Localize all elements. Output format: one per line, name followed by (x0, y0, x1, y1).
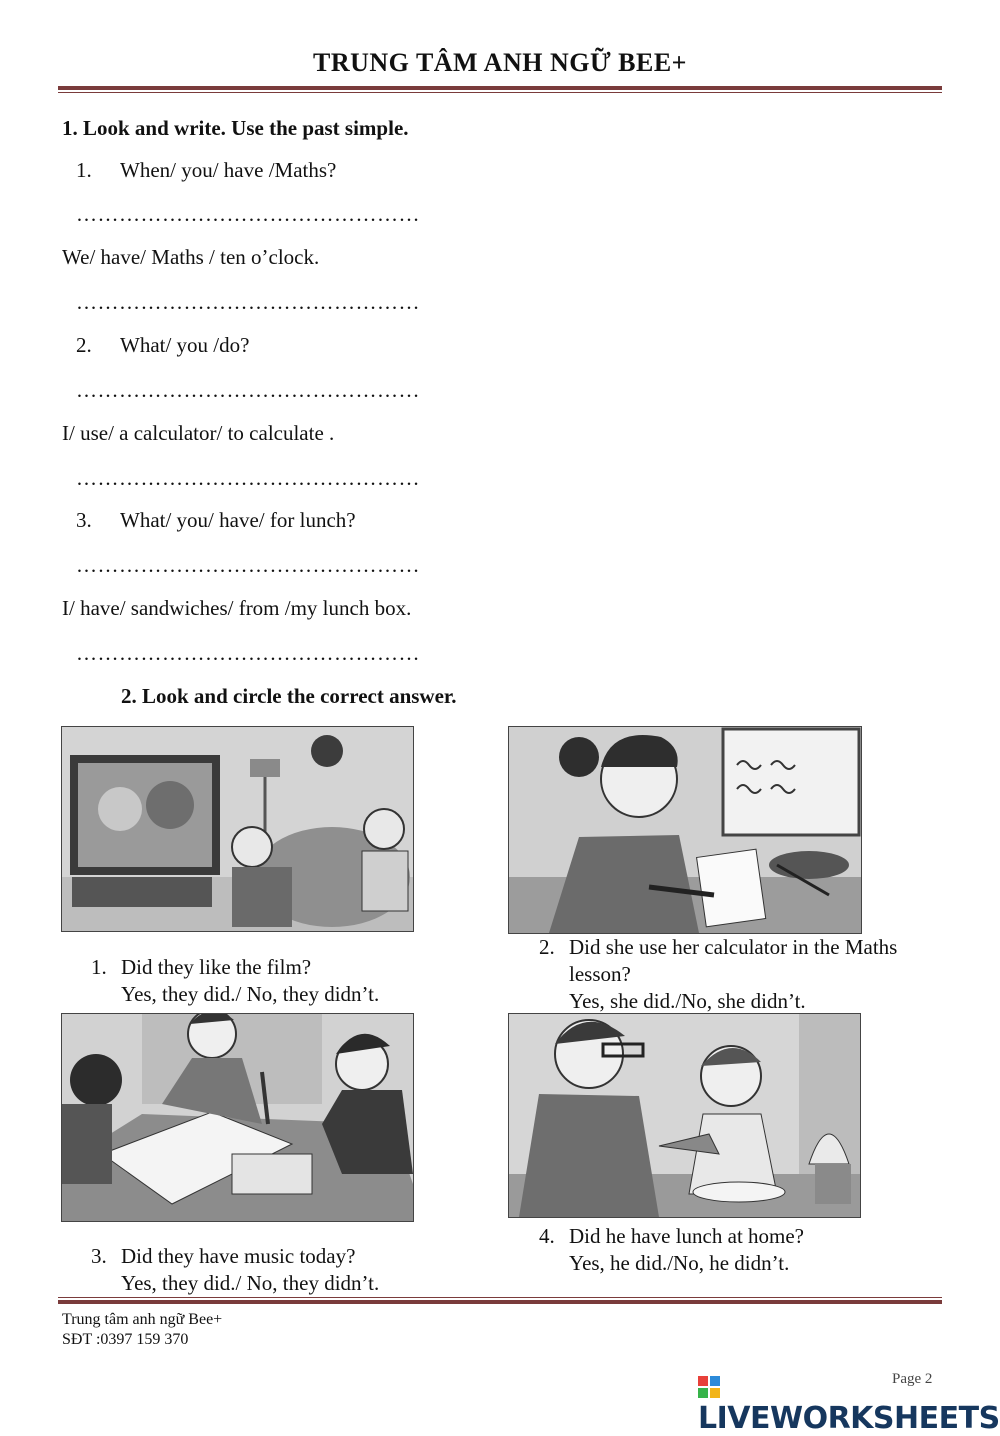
liveworksheets-grid-icon (698, 1376, 720, 1398)
item-number: 3. (76, 508, 92, 532)
children-painting-at-table-illustration (61, 1013, 414, 1222)
question-number: 3. (91, 1244, 107, 1268)
question-number: 4. (539, 1224, 555, 1248)
question-text: Did they have music today? (121, 1244, 356, 1268)
header-rule-thin (58, 92, 942, 93)
question-2 (539, 934, 897, 1015)
family-watching-tv-illustration (61, 726, 414, 932)
answer-line-5[interactable]: ………………………………………… (76, 553, 420, 577)
answer-options[interactable]: Yes, they did./ No, they didn’t. (121, 1271, 380, 1295)
liveworksheets-logo[interactable] (698, 1376, 1000, 1436)
exercise1-item1 (76, 158, 336, 183)
item-prompt: What/ you/ have/ for lunch? (120, 508, 356, 532)
section2-heading: 2. Look and circle the correct answer. (121, 684, 457, 708)
footer-center-name: Trung tâm anh ngữ Bee+ (62, 1311, 223, 1328)
question-text: Did she use her calculator in the Maths (569, 935, 898, 959)
section1-heading: 1. Look and write. Use the past simple. (62, 116, 409, 140)
exercise1-item2 (76, 333, 249, 358)
exercise1-answer-prompt3: I/ have/ sandwiches/ from /my lunch box. (62, 596, 412, 620)
question-number: 1. (91, 955, 107, 979)
footer-rule-thin (58, 1297, 942, 1298)
mother-serving-boy-lunch-illustration (508, 1013, 861, 1218)
exercise1-answer-prompt2: I/ use/ a calculator/ to calculate . (62, 421, 335, 445)
question-4 (539, 1223, 804, 1277)
item-number: 1. (76, 158, 92, 182)
answer-line-6[interactable]: ………………………………………… (76, 641, 420, 665)
answer-line-2[interactable]: ………………………………………… (76, 290, 420, 314)
footer-phone: SĐT :0397 159 370 (62, 1331, 189, 1348)
item-prompt: What/ you /do? (120, 333, 250, 357)
girl-at-desk-with-calculator-illustration (508, 726, 862, 934)
answer-options[interactable]: Yes, they did./ No, they didn’t. (121, 982, 380, 1006)
answer-line-1[interactable]: ………………………………………… (76, 202, 420, 226)
question-text-cont: lesson? (569, 962, 631, 986)
exercise1-item3 (76, 508, 356, 533)
page-number: Page 2 (892, 1371, 933, 1387)
answer-options[interactable]: Yes, she did./No, she didn’t. (569, 989, 806, 1013)
question-number: 2. (539, 935, 555, 959)
footer-rule-thick (58, 1300, 942, 1304)
question-3 (91, 1243, 379, 1297)
exercise1-answer-prompt1: We/ have/ Maths / ten o’clock. (62, 245, 320, 269)
header-rule-thick (58, 86, 942, 90)
item-number: 2. (76, 333, 92, 357)
answer-line-3[interactable]: ………………………………………… (76, 378, 420, 402)
question-text: Did he have lunch at home? (569, 1224, 804, 1248)
question-text: Did they like the film? (121, 955, 312, 979)
page-title: TRUNG TÂM ANH NGỮ BEE+ (313, 48, 687, 77)
liveworksheets-wordmark: LIVEWORKSHEETS (698, 1401, 1000, 1436)
item-prompt: When/ you/ have /Maths? (120, 158, 337, 182)
answer-line-4[interactable]: ………………………………………… (76, 466, 420, 490)
answer-options[interactable]: Yes, he did./No, he didn’t. (569, 1251, 790, 1275)
question-1 (91, 954, 379, 1008)
